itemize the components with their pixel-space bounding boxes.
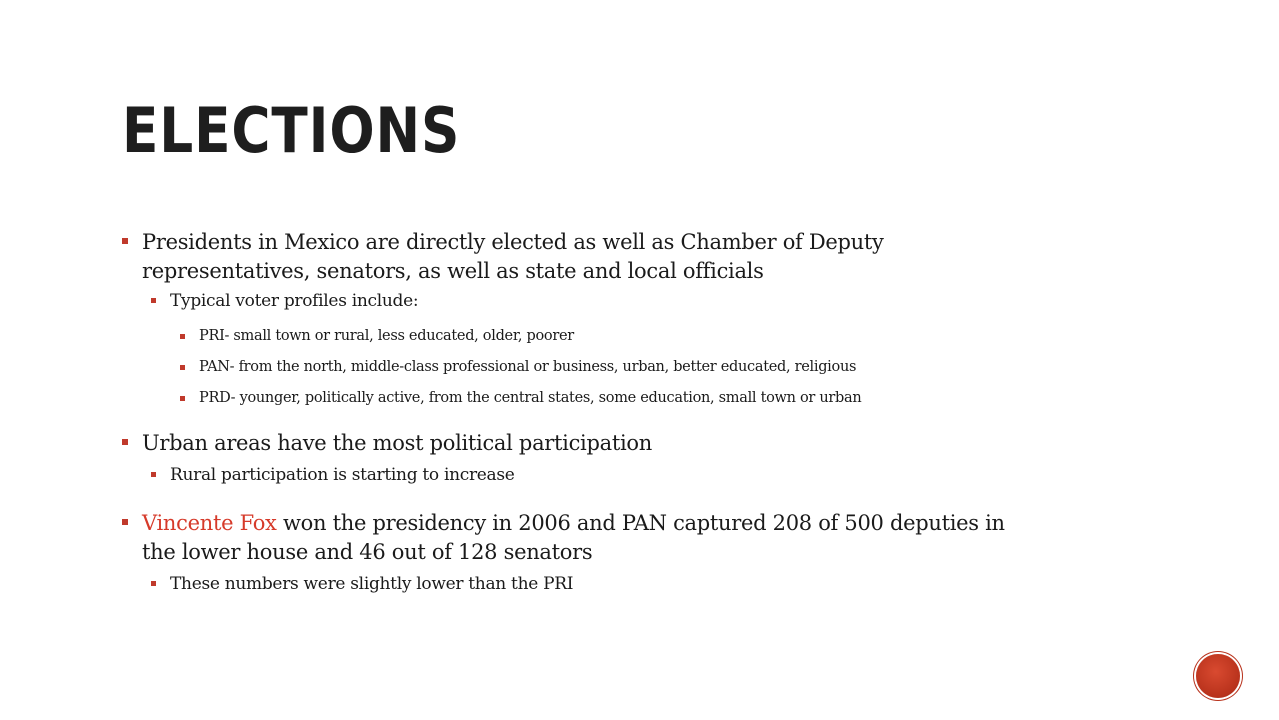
bullet-marker bbox=[122, 519, 128, 525]
bullet-marker bbox=[151, 298, 156, 303]
bullet-marker bbox=[122, 439, 128, 445]
bullet-1-sub-1-item-3: PRD- younger, politically active, from the central states, some education, small town or urban bbox=[199, 390, 862, 406]
bullet-1-line-2: representatives, senators, as well as state and local officials bbox=[142, 259, 764, 283]
bullet-2-line-1: Urban areas have the most political participation bbox=[142, 431, 652, 455]
bullet-marker bbox=[180, 365, 185, 370]
bullet-marker bbox=[122, 238, 128, 244]
slide-title: ELECTIONS bbox=[122, 94, 461, 167]
bullet-marker bbox=[180, 396, 185, 401]
bullet-1-sub-1-item-1: PRI- small town or rural, less educated, older, poorer bbox=[199, 328, 574, 344]
bullet-3-line-1 bbox=[142, 509, 1005, 537]
bullet-3-line-1-rest: won the presidency in 2006 and PAN captured 208 of 500 deputies in bbox=[276, 511, 1005, 535]
bullet-1-line-1: Presidents in Mexico are directly elected as well as Chamber of Deputy bbox=[142, 230, 884, 254]
bullet-3-line-2: the lower house and 46 out of 128 senators bbox=[142, 540, 593, 564]
bullet-3-sub-1: These numbers were slightly lower than the PRI bbox=[170, 574, 574, 594]
bullet-2-sub-1: Rural participation is starting to increase bbox=[170, 465, 515, 485]
bullet-1-sub-1: Typical voter profiles include: bbox=[170, 291, 419, 311]
bullet-1-sub-1-item-2: PAN- from the north, middle-class professional or business, urban, better educated, religious bbox=[199, 359, 857, 375]
bullet-marker bbox=[180, 334, 185, 339]
bullet-marker bbox=[151, 581, 156, 586]
bullet-marker bbox=[151, 472, 156, 477]
circle-logo-icon bbox=[1196, 654, 1240, 698]
highlighted-name: Vincente Fox bbox=[142, 511, 277, 535]
